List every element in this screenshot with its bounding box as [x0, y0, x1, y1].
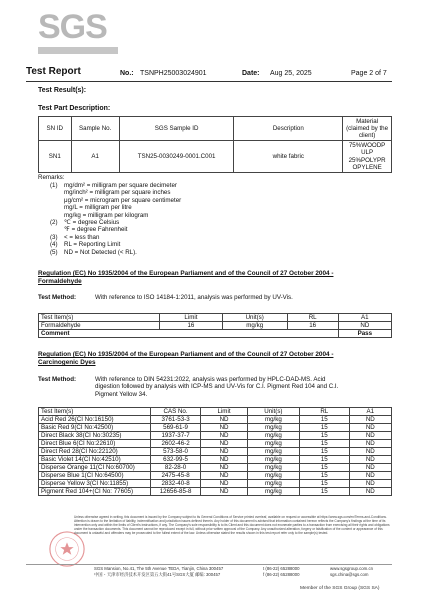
table-header-row — [39, 314, 392, 322]
table-header-row — [39, 117, 392, 141]
cell-test-item: Direct Red 28(CI No:22120) — [39, 448, 151, 456]
col-a1: A1 — [349, 408, 391, 416]
cell-rl: 15 — [300, 424, 350, 432]
remark-line: (2) ℃ = degree Celsius — [50, 219, 120, 227]
postcode: 邮编: 300457 — [195, 571, 221, 577]
col-units: Unit(s) — [247, 408, 299, 416]
cell-cas-no: 1937-37-7 — [150, 432, 201, 440]
cell-test-item: Basic Red 9(CI No:42500) — [39, 424, 151, 432]
remark-line: (5) ND = Not Detected (< RL). — [50, 248, 137, 256]
remark-line: ℉ = degree Fahrenheit — [64, 226, 128, 234]
col-sgs-sample-id: SGS Sample ID — [119, 117, 234, 141]
table-row — [39, 322, 392, 330]
remark-line: mg/inch² = milligram per square inches — [64, 189, 171, 197]
test-results-heading: Test Result(s): — [38, 87, 87, 94]
cell-test-item: Disperse Yellow 3(CI No:11855) — [39, 480, 151, 488]
report-title: Test Report — [26, 66, 81, 77]
table-row — [39, 141, 392, 173]
table-row — [39, 448, 392, 456]
cell-rl: 16 — [287, 322, 338, 330]
cell-cas-no: 12656-85-8 — [150, 488, 201, 496]
table-row — [39, 464, 392, 472]
cell-test-item: Disperse Orange 11(CI No:60700) — [39, 464, 151, 472]
table-row — [39, 416, 392, 424]
comment-label: Comment — [39, 330, 339, 338]
material-line: 75%WOODP — [348, 141, 386, 149]
cell-test-item: Direct Black 38(CI No:30235) — [39, 432, 151, 440]
cell-units: mg/kg — [247, 440, 299, 448]
remark-line: (1) mg/dm² = milligram per square decimeter — [50, 182, 177, 189]
comment-value: Pass — [338, 330, 391, 338]
cell-limit: ND — [201, 440, 247, 448]
material-line: ULP — [361, 149, 374, 157]
report-no-value: TSNPH25003024901 — [140, 70, 207, 77]
cell-rl: 15 — [300, 488, 350, 496]
cell-test-item: Acid Red 26(CI No:16150) — [39, 416, 151, 424]
remark-line: (3) < = less than — [50, 233, 100, 241]
company-seal-stamp — [48, 530, 86, 568]
col-limit: Limit — [201, 408, 247, 416]
footer-address — [94, 566, 223, 577]
col-limit: Limit — [160, 314, 223, 322]
col-rl: RL — [287, 314, 338, 322]
footer-tel: t (86-22) 65288000 — [263, 566, 300, 571]
footer-rule — [26, 564, 392, 565]
cell-limit: ND — [201, 448, 247, 456]
cell-a1: ND — [349, 472, 391, 480]
dyes-method-text: With reference to DIN 54231:2022, analysis was performed by HPLC-DAD-MS. Acid digestion followed by analysis with ICP-MS and UV-Vis for C.I. Pigment Red 104 and C.I. Pigment Yellow 34. — [95, 376, 339, 398]
cell-units: mg/kg — [247, 424, 299, 432]
formaldehyde-section-title: Regulation (EC) No 1935/2004 of the European Parliament and of the Council of 27 October 2004 - Formaldehyde — [38, 270, 334, 285]
remarks-heading: Remarks: — [38, 174, 65, 181]
table-row — [39, 432, 392, 440]
cell-limit: ND — [201, 416, 247, 424]
footer-fax: f (86-22) 65288000 — [263, 571, 300, 577]
cell-units: mg/kg — [247, 464, 299, 472]
col-rl: RL — [300, 408, 350, 416]
dyes-table-body — [39, 416, 392, 496]
cell-a1: ND — [338, 322, 391, 330]
table-row — [39, 488, 392, 496]
member-note: Member of the SGS Group (SGS SA) — [300, 586, 380, 591]
cell-limit: ND — [201, 464, 247, 472]
cell-units: mg/kg — [247, 416, 299, 424]
dyes-table — [38, 407, 392, 496]
sgs-logo — [38, 10, 124, 54]
address-cn: 中国・天津市经济技术开发区第五大街41号SGS大厦 — [94, 571, 194, 577]
cell-test-item: Basic Violet 14(CI No:42510) — [39, 456, 151, 464]
cell-limit: ND — [201, 488, 247, 496]
footer-web — [330, 566, 373, 577]
report-no-label: No.: — [120, 70, 134, 77]
cell-a1: ND — [349, 488, 391, 496]
cell-a1: ND — [349, 456, 391, 464]
cell-a1: ND — [349, 424, 391, 432]
footer-website: www.sgsgroup.com.cn — [330, 566, 373, 571]
cell-rl: 15 — [300, 464, 350, 472]
cell-cas-no: 2602-46-2 — [150, 440, 201, 448]
date-label: Date: — [242, 70, 260, 77]
cell-test-item: Pigment Red 104+(CI No: 77605) — [39, 488, 151, 496]
cell-limit: ND — [201, 480, 247, 488]
formaldehyde-method-text: With reference to ISO 14184-1:2011, analysis was performed by UV-Vis. — [95, 294, 293, 301]
col-cas-no: CAS No. — [150, 408, 201, 416]
cell-units: mg/kg — [247, 448, 299, 456]
col-test-item: Test Item(s) — [39, 408, 151, 416]
cell-sgs-sample-id: TSN25-0030249-0001.C001 — [119, 141, 234, 173]
col-sn-id: SN ID — [39, 117, 72, 141]
table-header-row — [39, 408, 392, 416]
table-row — [39, 472, 392, 480]
material-line: OPYLENE — [352, 163, 382, 171]
remark-line: (4) RL = Reporting Limit — [50, 241, 121, 249]
date-value: Aug 25, 2025 — [270, 70, 312, 77]
col-units: Unit(s) — [222, 314, 287, 322]
footer-email: sgs.china@sgs.com — [330, 571, 369, 577]
cell-units: mg/kg — [222, 322, 287, 330]
cell-rl: 15 — [300, 440, 350, 448]
cell-rl: 15 — [300, 456, 350, 464]
col-description: Description — [234, 117, 343, 141]
cell-rl: 15 — [300, 480, 350, 488]
cell-a1: ND — [349, 448, 391, 456]
table-row — [39, 456, 392, 464]
cell-cas-no: 573-58-0 — [150, 448, 201, 456]
remark-line: mg/L = milligram per litre — [64, 204, 132, 212]
cell-rl: 15 — [300, 416, 350, 424]
remark-line: mg/kg = milligram per kilogram — [64, 211, 149, 219]
cell-units: mg/kg — [247, 432, 299, 440]
cell-units: mg/kg — [247, 488, 299, 496]
cell-test-item: Disperse Blue 1(CI No:64500) — [39, 472, 151, 480]
cell-a1: ND — [349, 480, 391, 488]
legal-disclaimer: Unless otherwise agreed in writing, this document is issued by the Company subject to its General Conditions of Service printed overleaf, available on request or accessible at https://www.sgs.com/en/Terms-and-Conditions. Attention is drawn to the limitation of liability, indemnification and jurisdiction issues defined therein. Any holder of this document is advised that information contained hereon reflects the Company's findings at the time of its intervention only and within the limits of Client's instructions, if any. The Company's sole responsibility is to its Client and this document does not exonerate parties to a transaction from exercising all their rights and obligations under the transaction documents. This document cannot be reproduced except in full, without prior written approval of the Company. Any unauthorized alteration, forgery or falsification of the content or appearance of this document is unlawful and offenders may be prosecuted to the fullest extent of the law. Unless otherwise stated the results shown in this test report refer only to the sample(s) tested. — [74, 515, 390, 535]
col-test-item: Test Item(s) — [39, 314, 160, 322]
remark-line: μg/cm² = microgram per square centimeter — [64, 196, 182, 204]
cell-units: mg/kg — [247, 480, 299, 488]
dyes-section-title: Regulation (EC) No 1935/2004 of the European Parliament and of the Council of 27 October 2004 - Carcinogenic Dyes — [38, 351, 334, 366]
cell-test-item: Formaldehyde — [39, 322, 160, 330]
table-row — [39, 480, 392, 488]
col-sample-no: Sample No. — [71, 117, 119, 141]
cell-sample-no: A1 — [71, 141, 119, 173]
cell-rl: 15 — [300, 472, 350, 480]
logo-text: SGS — [38, 8, 107, 46]
formaldehyde-table — [38, 313, 392, 338]
cell-test-item: Direct Blue 6(CI No:22610) — [39, 440, 151, 448]
cell-a1: ND — [349, 416, 391, 424]
remarks-list — [50, 182, 181, 256]
logo-bar — [38, 47, 118, 54]
address-en: SGS Mansion, No.41, The 5th Avenue TEDA, Tianjin, China 300457 — [94, 566, 224, 571]
formaldehyde-method-label: Test Method: — [38, 294, 77, 301]
table-row — [39, 424, 392, 432]
cell-rl: 15 — [300, 432, 350, 440]
cell-limit: ND — [201, 472, 247, 480]
col-material: Material (claimed by the client) — [343, 117, 392, 141]
page-number: Page 2 of 7 — [351, 70, 387, 77]
header-rule — [26, 81, 392, 82]
cell-rl: 15 — [300, 448, 350, 456]
cell-cas-no: 569-61-9 — [150, 424, 201, 432]
material-line: 25%POLYPR — [348, 156, 386, 164]
cell-a1: ND — [349, 440, 391, 448]
col-a1: A1 — [338, 314, 391, 322]
footer-contacts — [263, 566, 300, 577]
cell-cas-no: 632-99-5 — [150, 456, 201, 464]
cell-units: mg/kg — [247, 456, 299, 464]
cell-limit: 16 — [160, 322, 223, 330]
cell-cas-no: 3761-53-3 — [150, 416, 201, 424]
dyes-method-label: Test Method: — [38, 376, 77, 383]
cell-material — [343, 141, 392, 173]
cell-cas-no: 2832-40-8 — [150, 480, 201, 488]
cell-cas-no: 82-28-0 — [150, 464, 201, 472]
part-description-table — [38, 116, 392, 173]
cell-sn-id: SN1 — [39, 141, 72, 173]
table-row — [39, 440, 392, 448]
cell-cas-no: 2475-45-8 — [150, 472, 201, 480]
cell-description: white fabric — [234, 141, 343, 173]
cell-units: mg/kg — [247, 472, 299, 480]
part-description-heading: Test Part Description: — [38, 105, 111, 112]
cell-limit: ND — [201, 432, 247, 440]
cell-limit: ND — [201, 456, 247, 464]
cell-a1: ND — [349, 432, 391, 440]
comment-row — [39, 330, 392, 338]
cell-a1: ND — [349, 464, 391, 472]
cell-limit: ND — [201, 424, 247, 432]
